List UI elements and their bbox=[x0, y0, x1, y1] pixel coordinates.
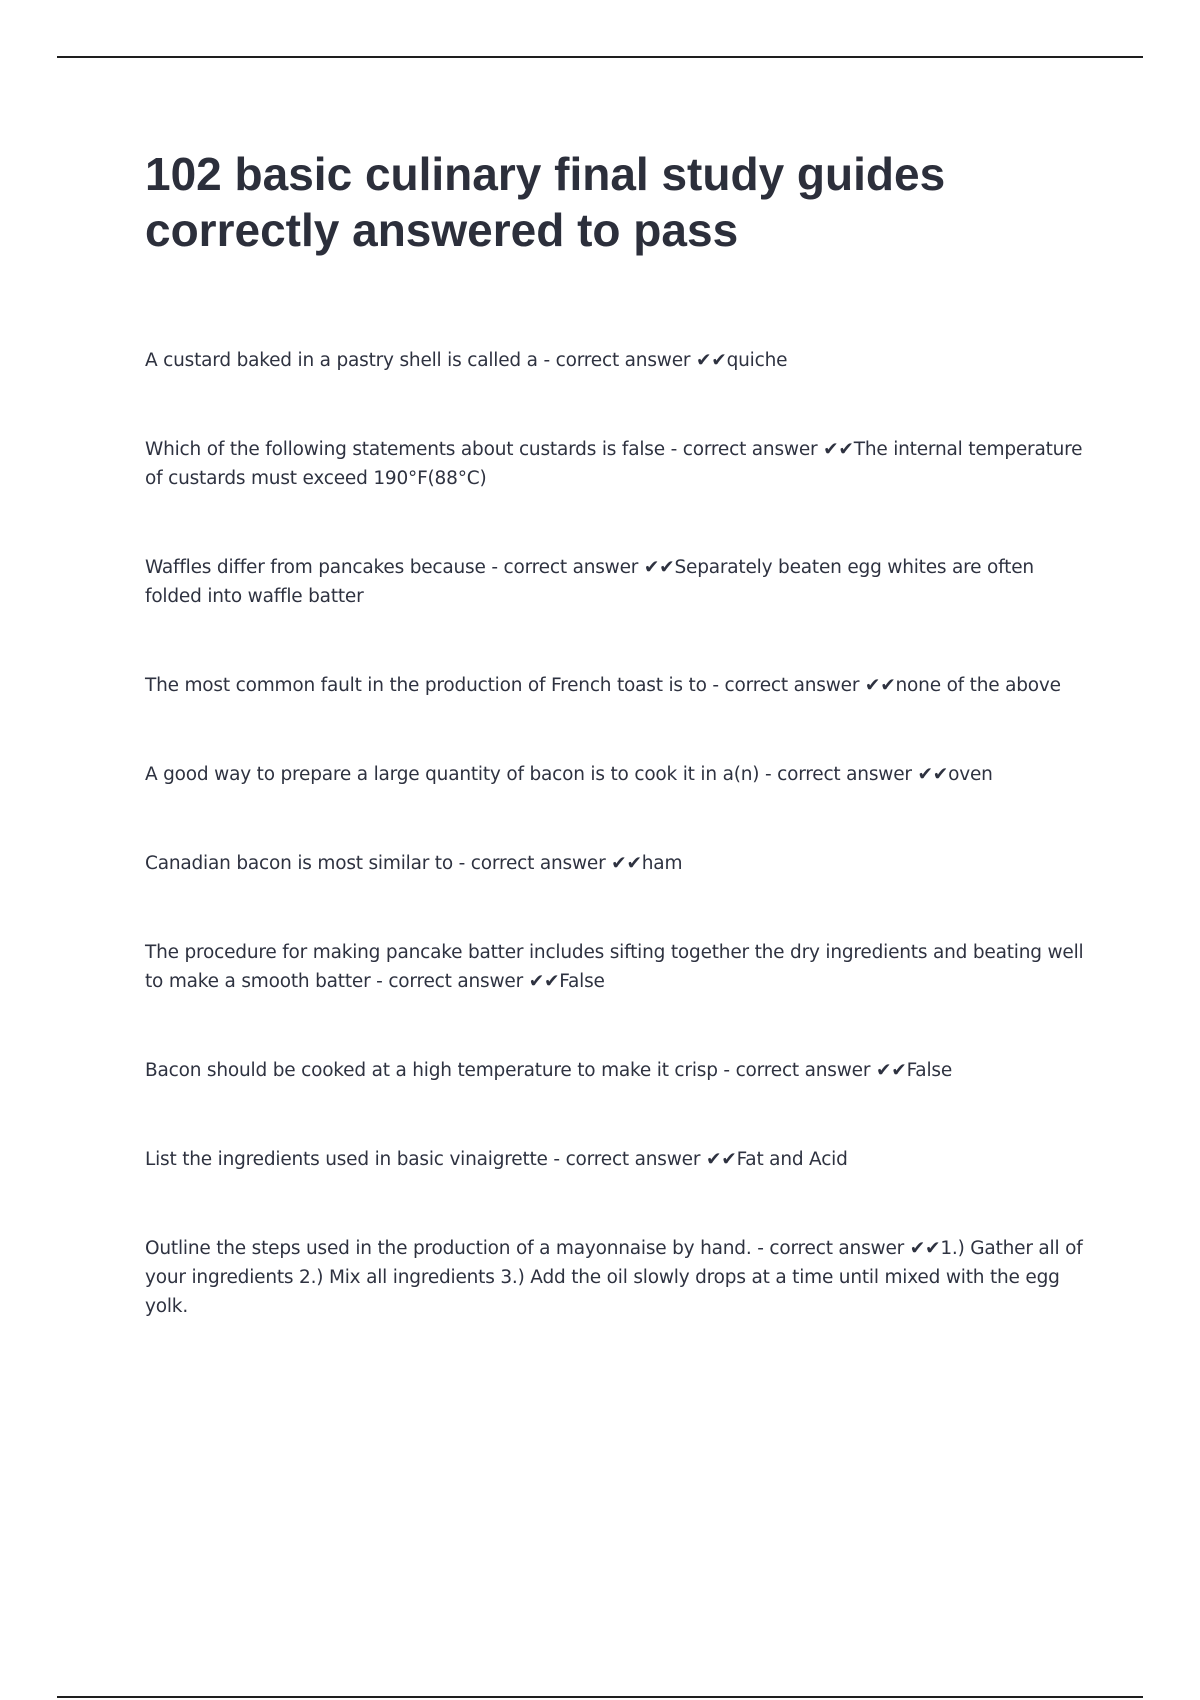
answer-text: oven bbox=[948, 764, 993, 785]
bottom-divider bbox=[57, 1696, 1143, 1698]
answer-text: Fat and Acid bbox=[736, 1149, 848, 1170]
double-check-icon: ✔✔ bbox=[705, 1149, 737, 1170]
double-check-icon: ✔✔ bbox=[909, 1238, 941, 1259]
double-check-icon: ✔✔ bbox=[875, 1060, 907, 1081]
correct-answer-label: - correct answer bbox=[537, 350, 696, 371]
qa-item bbox=[145, 849, 1090, 878]
correct-answer-label: - correct answer bbox=[717, 1060, 876, 1081]
question-text: List the ingredients used in basic vinaigrette bbox=[145, 1149, 548, 1170]
double-check-icon: ✔✔ bbox=[823, 439, 854, 460]
question-text: Canadian bacon is most similar to bbox=[145, 853, 453, 874]
top-divider bbox=[57, 56, 1143, 58]
qa-list bbox=[145, 346, 1090, 1381]
correct-answer-label: - correct answer bbox=[751, 1238, 910, 1259]
answer-text: The internal temperature of custards must exceed 190°F(88°C) bbox=[145, 439, 1083, 489]
question-text: Bacon should be cooked at a high temperature to make it crisp bbox=[145, 1060, 718, 1081]
question-text: A good way to prepare a large quantity of bacon is to cook it in a(n) bbox=[145, 764, 760, 785]
double-check-icon: ✔✔ bbox=[611, 853, 642, 874]
question-text: Waffles differ from pancakes because bbox=[145, 557, 486, 578]
double-check-icon: ✔✔ bbox=[695, 350, 727, 371]
qa-item bbox=[145, 435, 1090, 493]
answer-text: ham bbox=[641, 853, 683, 874]
qa-item bbox=[145, 1145, 1090, 1174]
double-check-icon: ✔✔ bbox=[917, 764, 949, 785]
question-text: Which of the following statements about custards is false bbox=[145, 439, 665, 460]
double-check-icon: ✔✔ bbox=[864, 675, 896, 696]
correct-answer-label: - correct answer bbox=[759, 764, 918, 785]
qa-item bbox=[145, 346, 1090, 375]
correct-answer-label: - correct answer bbox=[370, 971, 529, 992]
answer-text: Separately beaten egg whites are often folded into waffle batter bbox=[145, 557, 1034, 607]
qa-item bbox=[145, 760, 1090, 789]
qa-item bbox=[145, 1056, 1090, 1085]
question-text: The procedure for making pancake batter includes sifting together the dry ingredients and beating well to make a smooth batter bbox=[145, 942, 1084, 992]
answer-text: none of the above bbox=[895, 675, 1061, 696]
qa-item bbox=[145, 1234, 1090, 1321]
correct-answer-label: - correct answer bbox=[485, 557, 644, 578]
question-text: Outline the steps used in the production of a mayonnaise by hand. bbox=[145, 1238, 752, 1259]
correct-answer-label: - correct answer bbox=[547, 1149, 706, 1170]
document-title: 102 basic culinary final study guides correctly answered to pass bbox=[145, 148, 946, 256]
qa-item bbox=[145, 671, 1090, 700]
answer-text: 1.) Gather all of your ingredients 2.) Mix all ingredients 3.) Add the oil slowly drops at a time until mixed with the egg yolk. bbox=[145, 1238, 1083, 1317]
answer-text: False bbox=[906, 1060, 953, 1081]
question-text: The most common fault in the production of French toast is to bbox=[145, 675, 707, 696]
double-check-icon: ✔✔ bbox=[643, 557, 675, 578]
correct-answer-label: - correct answer bbox=[706, 675, 865, 696]
correct-answer-label: - correct answer bbox=[452, 853, 612, 874]
answer-text: False bbox=[559, 971, 605, 992]
qa-item bbox=[145, 553, 1090, 611]
question-text: A custard baked in a pastry shell is called a bbox=[145, 350, 538, 371]
correct-answer-label: - correct answer bbox=[664, 439, 824, 460]
qa-item bbox=[145, 938, 1090, 996]
answer-text: quiche bbox=[726, 350, 788, 371]
double-check-icon: ✔✔ bbox=[528, 971, 560, 992]
